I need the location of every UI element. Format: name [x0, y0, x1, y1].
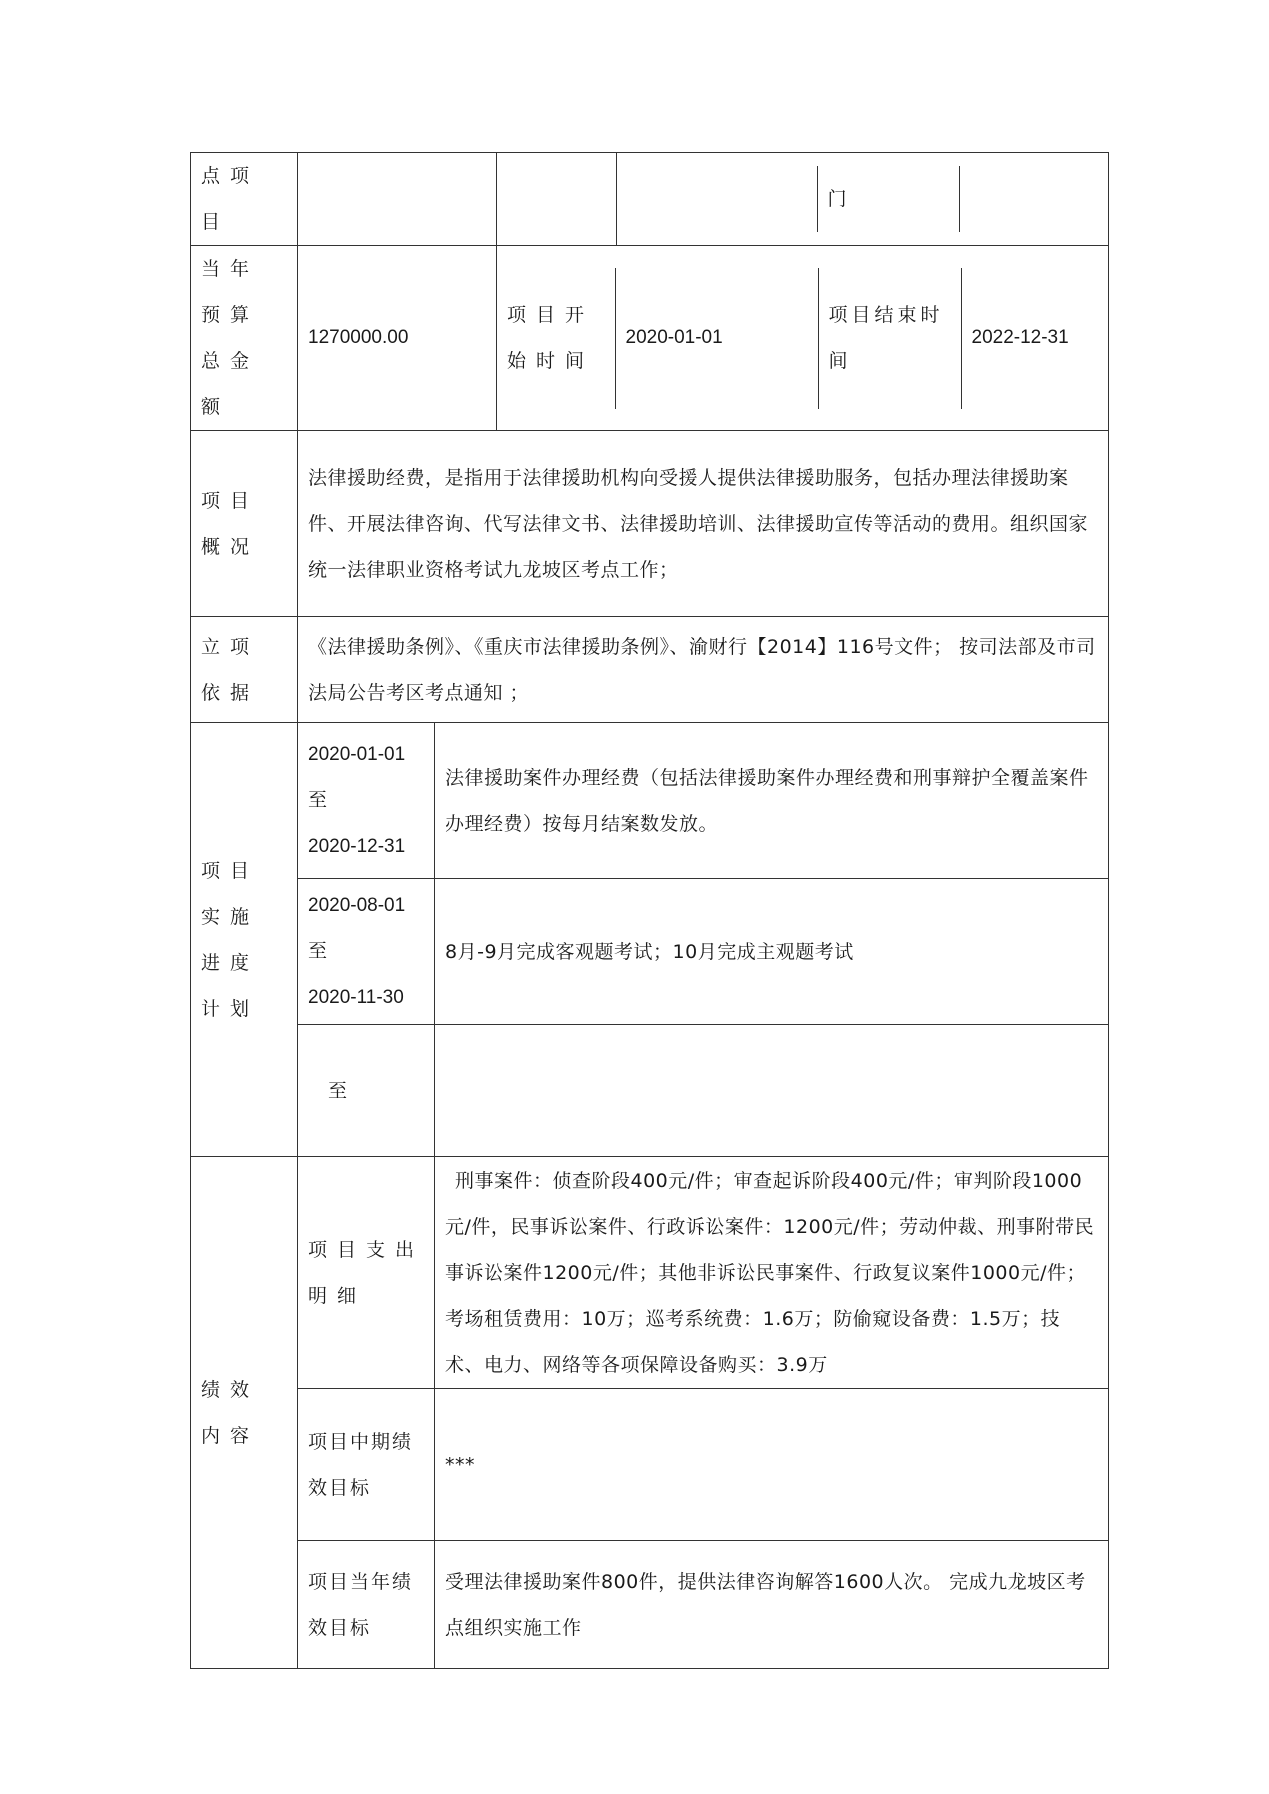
midterm-label: 项目中期绩效目标 [298, 1389, 435, 1541]
schedule-1-start: 2020-01-01 [308, 743, 406, 765]
budget-dates-group [497, 246, 1109, 431]
schedule-label: 项目实施进度计划 [191, 723, 298, 1157]
schedule-2-content: 8月-9月完成客观题考试；10月完成主观题考试 [435, 879, 1109, 1025]
department-label: 门 [817, 166, 959, 232]
row-budget [191, 246, 1109, 431]
overview-content: 法律援助经费，是指用于法律援助机构向受援人提供法律援助服务，包括办理法律援助案件、开展法律咨询、代写法律文书、法律援助培训、法律援助宣传等活动的费用。组织国家统一法律职业资格考试九龙坡区考点工作； [298, 431, 1109, 617]
overview-label: 项目概况 [191, 431, 298, 617]
project-info-table [190, 152, 1109, 1669]
schedule-1-content: 法律援助案件办理经费（包括法律援助案件办理经费和刑事辩护全覆盖案件办理经费）按每月结案数发放。 [435, 723, 1109, 879]
row-key-project [191, 153, 1109, 246]
key-project-value-cell [298, 153, 497, 246]
schedule-1-end: 2020-12-31 [308, 835, 406, 857]
key-project-blank-cell [497, 153, 617, 246]
key-project-label: 点项目 [191, 153, 298, 246]
budget-dates-inner [497, 268, 1108, 409]
annual-content: 受理法律援助案件800件，提供法律咨询解答1600人次。 完成九龙坡区考点组织实施工作 [435, 1541, 1109, 1669]
basis-content: 《法律援助条例》、《重庆市法律援助条例》、渝财行【2014】116号文件； 按司法部及市司法局公告考区考点通知 ； [298, 617, 1109, 723]
performance-label: 绩效内容 [191, 1157, 298, 1669]
start-time-value: 2020-01-01 [615, 268, 818, 409]
performance-annual-row [191, 1541, 1109, 1669]
annual-label: 项目当年绩效目标 [298, 1541, 435, 1669]
schedule-3-sep: 至 [328, 1079, 348, 1102]
schedule-2-end: 2020-11-30 [308, 986, 404, 1008]
key-project-right-blank [617, 166, 817, 232]
budget-label: 当年预算总金额 [191, 246, 298, 431]
expense-label: 项目支出明细 [298, 1157, 435, 1389]
row-overview [191, 431, 1109, 617]
performance-expense-row [191, 1157, 1109, 1389]
schedule-2-dates [298, 879, 435, 1025]
schedule-row-3 [191, 1025, 1109, 1157]
schedule-2-start: 2020-08-01 [308, 894, 406, 916]
key-project-right-group [617, 153, 1109, 246]
midterm-content: *** [435, 1389, 1109, 1541]
end-time-value: 2022-12-31 [971, 327, 1069, 348]
schedule-row-1 [191, 723, 1109, 879]
end-time-label: 项目结束时间 [818, 268, 961, 409]
schedule-row-2 [191, 879, 1109, 1025]
department-value [959, 166, 1108, 232]
row-basis [191, 617, 1109, 723]
schedule-2-sep: 至 [308, 940, 328, 962]
schedule-3-content [435, 1025, 1109, 1157]
schedule-1-sep: 至 [308, 789, 328, 811]
schedule-1-dates [298, 723, 435, 879]
start-time-label: 项目开始时间 [497, 268, 615, 409]
basis-label: 立项依据 [191, 617, 298, 723]
budget-amount: 1270000.00 [298, 246, 497, 431]
expense-content: 刑事案件：侦查阶段400元/件；审查起诉阶段400元/件；审判阶段1000元/件，民事诉讼案件、行政诉讼案件：1200元/件；劳动仲裁、刑事附带民事诉讼案件1200元/件；其他非诉讼民事案件、行政复议案件1000元/件；考场租赁费用：10万；巡考系统费：1.6万；防偷窥设备费：1.5万；技术、电力、网络等各项保障设备购买：3.9万 [435, 1157, 1109, 1389]
key-project-right-inner [617, 166, 1108, 232]
schedule-3-dates [298, 1025, 435, 1157]
performance-midterm-row [191, 1389, 1109, 1541]
